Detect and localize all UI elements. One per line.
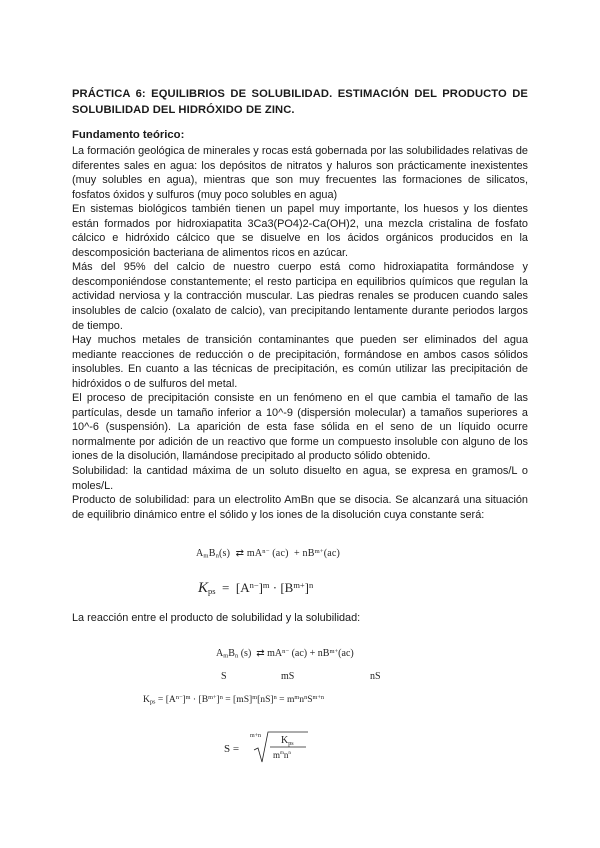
fraction-denominator: m xyxy=(273,750,281,760)
svg-text:mmnn xyxy=(273,750,291,760)
svg-text:S =: S = xyxy=(224,743,240,755)
body-text xyxy=(72,144,528,522)
solubility-formula xyxy=(224,728,314,773)
solubility-formula-svg xyxy=(224,728,314,770)
document-title: PRÁCTICA 6: EQUILIBRIOS DE SOLUBILIDAD. ESTIMACIÓN DEL PRODUCTO DE SOLUBILIDAD DEL HIDRÓXIDO DE ZINC. xyxy=(72,88,528,116)
solubility-ns: nS xyxy=(370,671,381,682)
section-heading: Fundamento teórico: xyxy=(72,129,185,141)
kps-equation: $K_{ps} = [A^{n-}]^m \cdot [B^{m+}]^n$ xyxy=(198,579,314,597)
solubility-s: S xyxy=(221,671,227,682)
fraction-numerator-sub: ps xyxy=(288,741,294,747)
paragraph: Más del 95% del calcio de nuestro cuerpo está como hidroxiapatita formándose y descomponiéndose constantemente; el resto participa en equilibrios químicos que regulan la actividad nerviosa y la contracción muscular. Las piedras renales se producen cuando sales insolubles de calcio (oxalato de calcio), van precipitando lentamente durante periodos largos de tiempo. xyxy=(72,261,528,332)
solubility-row xyxy=(221,671,381,682)
dissociation-equation: $A_mB_n(s)$ ⇄ $mA^{n-}$ $(ac) + nB^{m+}(ac)$ xyxy=(196,547,341,560)
radical-index: m+n xyxy=(250,733,262,739)
solubility-ms: mS xyxy=(281,671,295,682)
paragraph: La formación geológica de minerales y rocas está gobernada por las solubilidades relativas de diferentes sales en agua: los depósitos de nitratos y haluros son prácticamente inexistentes (muy solubles en agua), mientras que son muy frecuentes las formaciones de silicatos, fosfatos óxidos y sulfuros (muy poco solubles en agua) xyxy=(72,145,528,201)
paragraph: Producto de solubilidad: para un electrolito AmBn que se disocia. Se alcanzará una situación de equilibrio dinámico entre el sólido y los iones de la disolución cuya constante será: xyxy=(72,494,528,521)
paragraph: El proceso de precipitación consiste en un fenómeno en el que cambia el tamaño de las partículas, desde un tamaño inferior a 10^-9 (dispersión molecular) a tamaños superiores a 10^-6 (suspensión). La aparición de esta fase sólida en el seno de un líquido ocurre normalmente por adición de un reactivo que forme un compuesto insoluble con alguno de los iones de la disolución, llamándose precipitado al producto sólido obtenido. xyxy=(72,392,528,463)
fraction-denominator-2: n xyxy=(283,750,289,760)
paragraph: En sistemas biológicos también tienen un papel muy importante, los huesos y los dientes están formados por hidroxiapatita 3Ca3(PO4)2-Ca(OH)2, una mezcla cristalina de fosfato cálcico e hidróxido cálcico que se disuelve en los ácidos orgánicos producidos en la descomposición bacteriana de alimentos ricos en azúcar. xyxy=(72,203,528,259)
paragraph: La reacción entre el producto de solubilidad y la solubilidad: xyxy=(72,612,361,624)
kps-solubility-equation: $K_{ps} = [A^{n-}]^m \cdot [B^{m+}]^n = [mS]^m[nS]^n = m^mn^nS^{m+n}$ xyxy=(143,693,325,706)
paragraph: Hay muchos metales de transición contaminantes que pueden ser eliminados del agua mediante reacciones de reducción o de precipitación, formándose en ambos casos sólidos insolubles. En cuanto a las técnicas de precipitación, es común utilizar las precipitación de hidróxidos o de sulfuros del metal. xyxy=(72,334,528,390)
fraction-denominator-sup: m xyxy=(280,751,284,756)
paragraph: Solubilidad: la cantidad máxima de un soluto disuelto en agua, se expresa en gramos/L o moles/L. xyxy=(72,465,528,492)
svg-text:Kps xyxy=(281,735,294,747)
reaction-equation: $A_mB_n$ (s) ⇄ $mA^{n-}$ $(ac) + nB^{m+}(ac)$ xyxy=(216,647,354,660)
fraction-denominator-2-sup: n xyxy=(288,751,291,756)
fraction-numerator: K xyxy=(281,735,289,746)
